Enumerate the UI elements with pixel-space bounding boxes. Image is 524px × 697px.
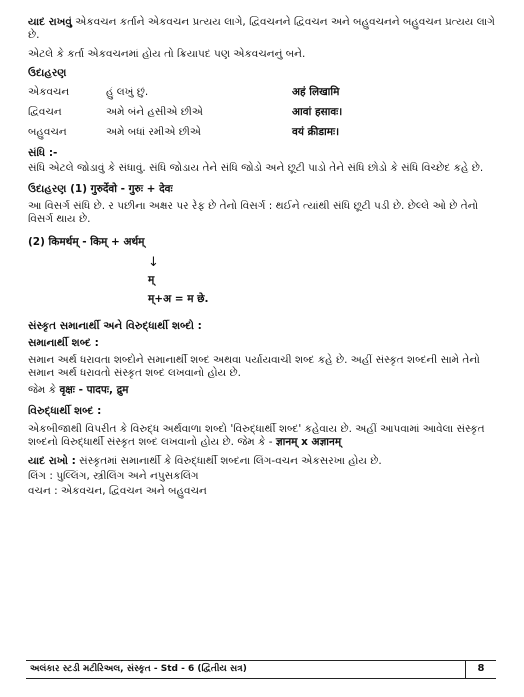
samanarthi-example [28,384,498,397]
sandhi-example1 [28,183,498,196]
table-cell: બહુવચન [28,125,67,138]
samanarthi-text: સમાન અર્થ ધરાવતા શબ્દોને સમાનાર્થી શબ્દ અથવા પર્યાયવાચી શબ્દ કહે છે. અહીં સંસ્કૃત શબ્દની સામે તેનો સમાન અર્થ ધરાવતો સંસ્કૃત શબ્દ લખવાનો હોય છે. [28,354,480,380]
intro-label: યાદ રાખવું [28,16,72,28]
intro-line2: એટલે કે કર્તા એકવચનમાં હોય તો ક્રિયાપદ પણ એકવચનનું બને. [28,48,306,61]
viruddharthi-subtitle: વિરુદ્ધાર્થી શબ્દ : [28,405,102,418]
samanarthi-title: સંસ્કૃત સમાનાર્થી અને વિરુદ્ધાર્થી શબ્દો : [28,319,202,332]
udaharan-heading: ઉદાહરણ [28,67,67,80]
sandhi-m: म् [148,273,155,286]
samanarthi-subtitle: સમાનાર્થી શબ્દ : [28,336,99,349]
intro-text: એકવચન કર્તાને એકવચન પ્રત્યય લાગે, દ્વિવચનને દ્વિવચન અને બહુવચનને બહુવચન પ્રત્યય લાગે છે. [28,16,495,42]
note-label: યાદ રાખો : [28,454,76,467]
sandhi-example2: (2) किमर्थम् - किम् + अर्थम् [28,236,145,249]
table-cell: હું લખું છું. [106,85,149,98]
sandhi-final: म्+अ = म छे. [148,292,209,305]
viruddharthi-text [28,423,498,449]
note-paragraph [28,455,498,468]
viruddharthi-body: એકબીજાથી વિપરીત કે વિરુદ્ધ અર્થવાળા શબ્દો 'વિરુદ્ધાર્થી શબ્દ' કહેવાય છે. અહીં આપવામાં આવેલા સંસ્કૃત શબ્દનો વિરુદ્ધાર્થી સંસ્કૃત શબ્દ લખવાનો હોય છે. જેમ કે - [28,422,485,448]
table-cell: એકવચન [28,85,70,98]
example-label: ઉદાહરણ [28,182,67,195]
document-page [28,14,498,498]
example-prefix: જેમ કે [28,384,60,397]
note-text: સંસ્કૃતમાં સમાનાર્થી કે વિરુદ્ધાર્થી શબ્દના લિંગ-વચન એકસરખા હોય છે. [75,454,382,467]
table-cell: દ્વિવચન [28,105,62,118]
table-row [28,123,498,143]
table-cell: वयं क्रीडामः। [292,125,340,138]
example1-formula: (1) गुरुर्देवो - गुरुः + देवः [66,182,173,195]
table-cell: अहं लिखामि [292,85,340,98]
page-number: 8 [465,661,496,678]
footer-text: અલંકાર સ્ટડી મટીરિઅલ, સંસ્કૃત - Std - 6 (દ્વિતીય સત્ર) [30,663,247,674]
table-cell: અમે બધાં રમીએ છીએ [106,125,201,138]
intro-paragraph [28,16,498,42]
table-cell: અમે બંને હસીએ છીએ [106,105,204,118]
ling-line: લિંગ : પુલ્લિંગ, સ્ત્રીલિંગ અને નપુસકલિંગ [28,469,199,482]
vachan-line: વચન : એકવચન, દ્વિવચન અને બહુવચન [28,485,207,497]
vachan-table [28,83,498,143]
example-words: वृक्षः - पादपः, द्रुम [59,384,129,397]
table-row [28,103,498,123]
sandhi-text: સંધિ એટલે જોડાવું કે સંધાવું. સંધિ જોડાય તેને સંધિ જોડો અને છૂટી પાડો તેને સંધિ છોડો કે સંધિ વિચ્છેદ કહે છે. [28,161,484,174]
table-cell: आवां हसावः। [292,105,343,118]
viruddharthi-example: ज्ञानम् x अज्ञानम् [275,435,342,448]
sandhi-example1-text: આ વિસર્ગ સંધિ છે. ર પછીના અક્ષર પર રેફ છે તેનો વિસર્ગ : થઈને ત્યાંથી સંધિ છૂટી પડી છે. છેલ્લે ઓ છે તેનો વિસર્ગ થાય છે. [28,199,479,225]
down-arrow-icon: ↓ [148,255,159,271]
table-row [28,83,498,103]
page-footer [26,660,496,679]
sandhi-title: સંધિ :- [28,146,58,159]
